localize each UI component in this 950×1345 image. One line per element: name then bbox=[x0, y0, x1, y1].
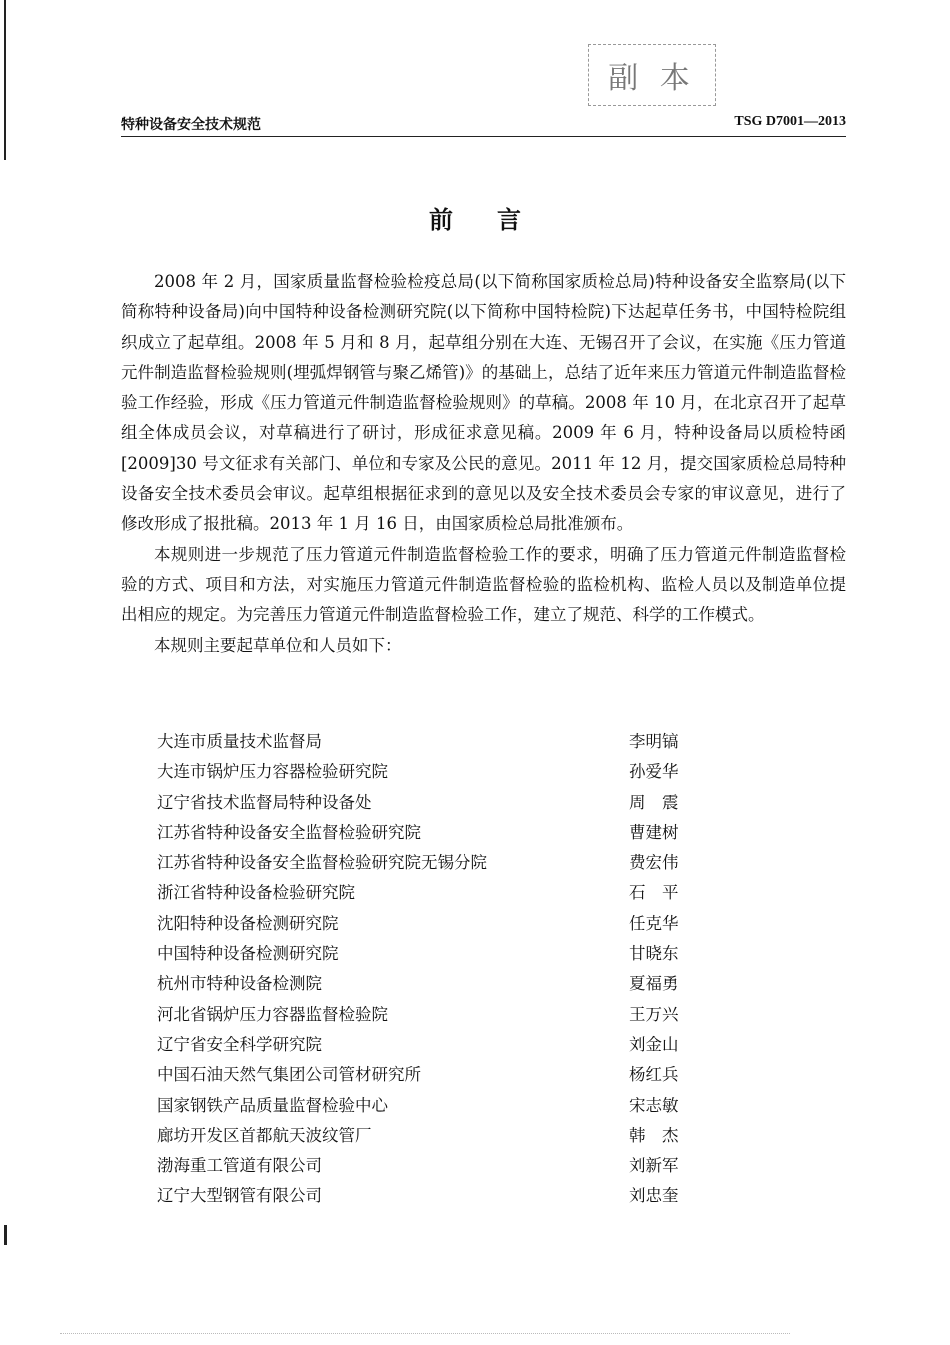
drafter-row bbox=[157, 1181, 717, 1211]
drafter-row bbox=[157, 818, 717, 848]
drafter-row bbox=[157, 1000, 717, 1030]
paragraph-history: 2008 年 2 月，国家质量监督检验检疫总局(以下简称国家质检总局)特种设备安全监察局(以下简称特种设备局)向中国特种设备检测研究院(以下简称中国特检院)下达起草任务书，中国特检院组织成立了起草组。2008 年 5 月和 8 月，起草组分别在大连、无锡召开了会议，在实施《压力管道元件制造监督检验规则(埋弧焊钢管与聚乙烯管)》的基础上，总结了近年来压力管道元件制造监督检验工作经验，形成《压力管道元件制造监督检验规则》的草稿。2008 年 10 月，在北京召开了起草组全体成员会议，对草稿进行了研讨，形成征求意见稿。2009 年 6 月，特种设备局以质检特函[2009]30 号文征求有关部门、单位和专家及公民的意见。2011 年 12 月，提交国家质检总局特种设备安全技术委员会审议。起草组根据征求到的意见以及安全技术委员会专家的审议意见，进行了修改形成了报批稿。2013 年 1 月 16 日，由国家质检总局批准颁布。 bbox=[121, 272, 846, 534]
drafter-person-name: 刘忠奎 bbox=[629, 1186, 679, 1206]
drafter-person-name: 甘晓东 bbox=[629, 944, 679, 964]
drafter-person-name: 李明镐 bbox=[629, 732, 679, 751]
drafter-row bbox=[157, 969, 717, 999]
drafter-organization: 大连市质量技术监督局 bbox=[157, 732, 322, 751]
drafter-organization: 辽宁省安全科学研究院 bbox=[157, 1034, 322, 1054]
drafter-row bbox=[157, 939, 717, 969]
drafter-person-name: 夏福勇 bbox=[629, 974, 679, 994]
page-header bbox=[121, 112, 846, 137]
drafter-organization: 浙江省特种设备检验研究院 bbox=[157, 883, 355, 903]
drafter-organization: 大连市锅炉压力容器检验研究院 bbox=[157, 762, 388, 782]
scan-edge-mark-lower bbox=[4, 1225, 7, 1245]
drafter-row bbox=[157, 788, 717, 818]
drafter-row bbox=[157, 727, 717, 757]
drafter-row bbox=[157, 757, 717, 787]
drafter-row bbox=[157, 1151, 717, 1181]
drafter-organization: 中国石油天然气集团公司管材研究所 bbox=[157, 1065, 421, 1085]
drafter-person-name: 韩 杰 bbox=[629, 1125, 679, 1145]
drafter-person-name: 费宏伟 bbox=[629, 853, 679, 873]
stamp-text: 副 本 bbox=[608, 61, 696, 96]
drafter-person-name: 石 平 bbox=[629, 883, 679, 903]
drafter-person-name: 任克华 bbox=[629, 913, 679, 933]
paragraph-scope: 本规则进一步规范了压力管道元件制造监督检验工作的要求，明确了压力管道元件制造监督检验的方式、项目和方法，对实施压力管道元件制造监督检验的监检机构、监检人员以及制造单位提出相应的规定。为完善压力管道元件制造监督检验工作，建立了规范、科学的工作模式。 bbox=[121, 544, 846, 625]
drafter-person-name: 刘新军 bbox=[629, 1156, 679, 1176]
drafter-person-name: 曹建树 bbox=[629, 822, 679, 842]
drafter-organization: 沈阳特种设备检测研究院 bbox=[157, 913, 339, 933]
drafter-organization: 江苏省特种设备安全监督检验研究院 bbox=[157, 822, 421, 842]
scan-edge-mark bbox=[4, 0, 6, 160]
drafter-person-name: 王万兴 bbox=[629, 1004, 679, 1024]
drafter-row bbox=[157, 1030, 717, 1060]
drafter-row bbox=[157, 1091, 717, 1121]
drafter-organization: 国家钢铁产品质量监督检验中心 bbox=[157, 1095, 388, 1115]
drafter-person-name: 孙爱华 bbox=[629, 762, 679, 782]
drafter-organization: 廊坊开发区首都航天波纹管厂 bbox=[157, 1125, 372, 1145]
bottom-scan-dots bbox=[60, 1333, 790, 1335]
drafter-organization: 辽宁大型钢管有限公司 bbox=[157, 1186, 322, 1206]
drafter-organization: 中国特种设备检测研究院 bbox=[157, 944, 339, 964]
copy-stamp bbox=[588, 44, 716, 106]
drafter-organization: 杭州市特种设备检测院 bbox=[157, 974, 322, 994]
drafter-row bbox=[157, 909, 717, 939]
drafter-person-name: 杨红兵 bbox=[629, 1065, 679, 1085]
foreword-body bbox=[121, 267, 846, 661]
drafter-row bbox=[157, 1121, 717, 1151]
page-title: 前言 bbox=[429, 206, 565, 234]
header-standard-code: TSG D7001—2013 bbox=[734, 114, 846, 129]
drafter-row bbox=[157, 1060, 717, 1090]
drafter-organization: 渤海重工管道有限公司 bbox=[157, 1156, 322, 1176]
drafter-organization: 辽宁省技术监督局特种设备处 bbox=[157, 792, 372, 812]
paragraph-drafters-intro: 本规则主要起草单位和人员如下： bbox=[154, 635, 402, 655]
drafter-organization: 江苏省特种设备安全监督检验研究院无锡分院 bbox=[157, 853, 487, 873]
header-series-title: 特种设备安全技术规范 bbox=[121, 117, 261, 133]
drafter-row bbox=[157, 848, 717, 878]
drafter-row bbox=[157, 878, 717, 908]
drafter-organization: 河北省锅炉压力容器监督检验院 bbox=[157, 1004, 388, 1024]
drafter-person-name: 周 震 bbox=[629, 792, 679, 812]
drafter-person-name: 刘金山 bbox=[629, 1034, 679, 1054]
drafters-list bbox=[157, 727, 717, 1212]
drafter-person-name: 宋志敏 bbox=[629, 1095, 679, 1115]
